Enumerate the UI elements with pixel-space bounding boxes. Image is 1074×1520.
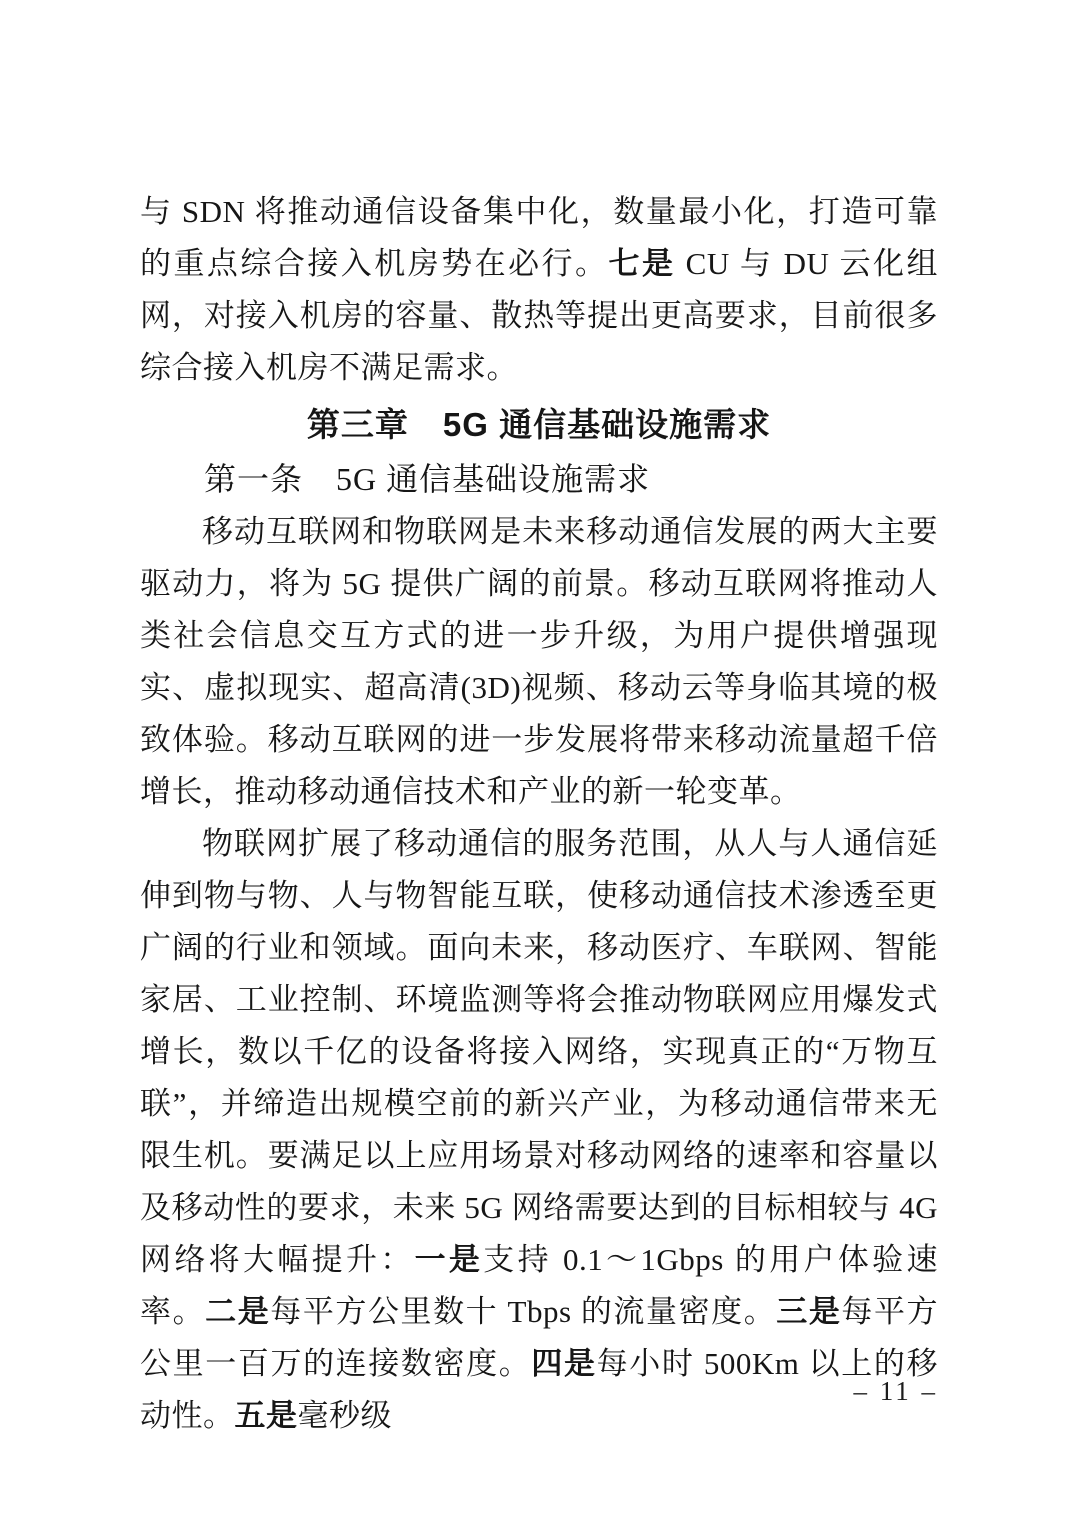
paragraph-continuation (140, 186, 938, 394)
paragraph-mobile-internet: 移动互联网和物联网是未来移动通信发展的两大主要驱动力，将为 5G 提供广阔的前景。移动互联网将推动人类社会信息交互方式的进一步升级，为用户提供增强现实、虚拟现实、超高清(3D)视频、移动云等身临其境的极致体验。移动互联网的进一步发展将带来移动流量超千倍增长，推动移动通信技术和产业的新一轮变革。 (140, 514, 938, 809)
emphasis-run-qishi: 七是 (608, 246, 676, 281)
document-body (140, 186, 938, 1442)
emphasis-run-sishi: 四是 (531, 1346, 597, 1381)
emphasis-run-wushi: 五是 (234, 1398, 298, 1433)
emphasis-run-ershi: 二是 (205, 1294, 271, 1329)
text-run: 支持 0.1～1Gbps 的用户体验速率。 (140, 1242, 939, 1329)
chapter-heading: 第三章 5G 通信基础设施需求 (306, 406, 772, 443)
text-run: 与 SDN 将推动通信设备集中化，数量最小化，打造可靠的重点综合接入机房势在必行。 (140, 194, 938, 281)
text-run: 每小时 500Km 以上的移动性。 (140, 1346, 939, 1433)
page-number: – 11 – (853, 1376, 938, 1406)
text-run: 每平方公里数十 Tbps 的流量密度。 (270, 1294, 777, 1329)
emphasis-run-sanshi: 三是 (776, 1294, 842, 1329)
paragraph-iot (140, 818, 938, 1442)
text-run: 物联网扩展了移动通信的服务范围，从人与人通信延伸到物与物、人与物智能互联，使移动通信技术渗透至更广阔的行业和领域。面向未来，移动医疗、车联网、智能家居、工业控制、环境监测等将会推动物联网应用爆发式增长，数以千亿的设备将接入网络，实现真正的“万物互联”，并缔造出规模空前的新兴产业，为移动通信带来无限生机。要满足以上应用场景对移动网络的速率和容量以及移动性的要求，未来 5G 网络需要达到的目标相较与 4G 网络将大幅提升： (140, 826, 938, 1277)
emphasis-run-yishi: 一是 (414, 1242, 484, 1277)
text-run: 每平方公里一百万的连接数密度。 (140, 1294, 939, 1381)
text-run: 毫秒级 (297, 1398, 392, 1433)
text-run: CU 与 DU 云化组网，对接入机房的容量、散热等提出更高要求，目前很多综合接入机房不满足需求。 (140, 246, 939, 385)
section-heading: 第一条 5G 通信基础设施需求 (204, 461, 651, 497)
